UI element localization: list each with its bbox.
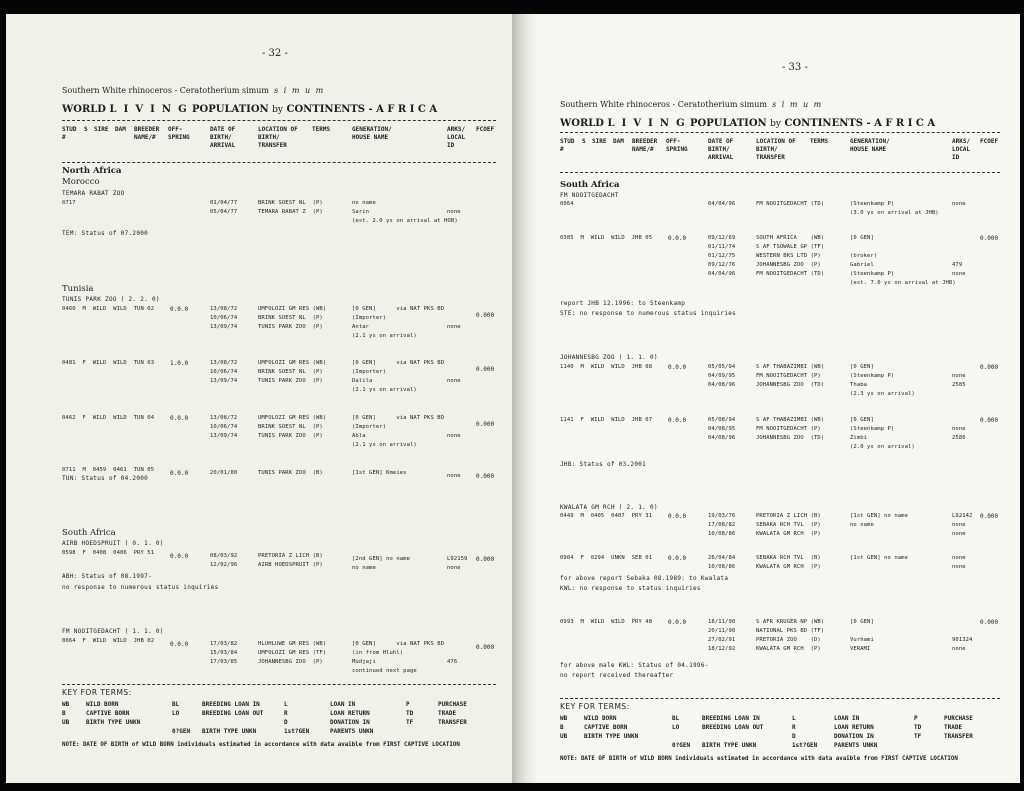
record-offspring: 0.0.0: [668, 417, 687, 424]
country-heading: Tunisia: [62, 284, 94, 294]
status-note: no report received thereafter: [560, 672, 674, 679]
status-note: JHB: Status of 03.2001: [560, 461, 647, 468]
record-dates: 26/04/84 10/08/86: [708, 555, 736, 570]
record-generation: no name Sarin (est. 2.0 ys on arrival at HOB): [352, 200, 458, 224]
record-generation: [1st GEN] no name: [850, 555, 908, 561]
record-arks: none: [447, 209, 461, 215]
key-rule: [560, 698, 1000, 699]
record-dates: 01/04/77 05/04/77: [210, 200, 238, 215]
record-locations: FM NOOITGEDACHT (TD): [756, 201, 825, 207]
record-locations: UMFOLOZI GM RES (WB) BRINK SOEST NL (P) TUNIS PARK ZOO (P): [258, 415, 327, 439]
record-fcoef: 0.000: [980, 364, 999, 371]
record-main: 0598 F 0408 0406 PRY 51: [62, 550, 155, 556]
header-rule-bottom: [560, 172, 1000, 173]
record-main: 0449 M 0405 0407 PRY 31: [560, 513, 653, 519]
record-offspring: 0.0.0: [170, 415, 189, 422]
header-rule-bottom: [62, 162, 496, 163]
stud-number: 0717: [62, 200, 76, 206]
record-offspring: 0.0.0: [170, 306, 189, 313]
record-generation: [1st GEN] no name no name: [850, 513, 908, 528]
record-dates: 13/08/72 10/06/74 13/09/74: [210, 360, 238, 384]
header-rule-top: [62, 120, 496, 121]
status-note: report JHB 12.1996: to Steenkamp: [560, 300, 686, 307]
record-fcoef: 0.000: [476, 421, 495, 428]
region-heading: South Africa: [560, 180, 620, 190]
terms-key: KEY FOR TERMS: WB B UB WILD BORN CAPTIVE BORN BIRTH TYPE UNKN BL LO 0?GEN BREEDING LOAN IN BREEDING LOAN OUT BIRTH TYPE UNKN L R D 1st?GEN LOAN IN LOAN RETURN DONATION IN PARENTS UNKN P TD TF PURCHASE TRADE TRANSFER NOTE: DATE OF BIRTH of WILD BORN individuals estimated in accordance with data avaible from FIRST CAPTIVE LOCATION: [62, 688, 467, 748]
record-main: 0385 M WILD WILD JHB 05: [560, 235, 653, 241]
status-note: ABH: Status of 08.1997-: [62, 573, 152, 580]
species-title: Southern White rhinoceros - Ceratotherium simum s i m u m: [62, 86, 325, 95]
record-dates: 09/12/69 01/11/74 01/12/75 09/12/76 04/04/96: [708, 235, 736, 277]
record-fcoef: 0.000: [476, 473, 495, 480]
institution-heading: KWALATA GM RCH ( 2. 1. 0): [560, 504, 658, 511]
record-main: 0993 M WILD WILD PRY 48: [560, 619, 653, 625]
record-dates: 05/08/94 04/08/95 04/08/96: [708, 417, 736, 441]
country-heading: South Africa: [62, 528, 116, 538]
institution-heading: TUNIS PARK ZOO ( 2. 2. 0): [62, 296, 160, 303]
record-main: 0064 F WILD WILD JHB 02: [62, 638, 155, 644]
stud-number: 0064: [560, 201, 574, 207]
record-dates: 18/11/90 20/11/90 27/02/91 18/12/92: [708, 619, 736, 652]
status-note: for above male KWL: Status of 04.1996-: [560, 662, 709, 669]
record-dates: 13/08/72 10/06/74 13/09/74: [210, 415, 238, 439]
record-arks: 476: [447, 659, 458, 665]
status-note: TUN: Status of 04.2000: [62, 475, 149, 482]
terms-key: KEY FOR TERMS: WB B UB WILD BORN CAPTIVE BORN BIRTH TYPE UNKN BL LO 0?GEN BREEDING LOAN IN BREEDING LOAN OUT BIRTH TYPE UNKN L R D 1st?GEN LOAN IN LOAN RETURN DONATION IN PARENTS UNKN P TD TF PURCHASE TRADE TRANSFER NOTE: DATE OF BIRTH of WILD BORN individuals estimated in accordance with data avaible from FIRST CAPTIVE LOCATION: [560, 702, 973, 762]
institution-heading: FM NOOITGEDACHT ( 1. 1. 0): [62, 628, 164, 635]
record-locations: HLUHLUWE GM RES (WB) UMFOLOZI GM RES (TF) JOHANNESBG ZOO (P): [258, 641, 327, 665]
key-rule: [62, 684, 496, 685]
book-gutter: [512, 14, 536, 783]
record-offspring: 0.0.0: [668, 619, 687, 626]
record-locations: S AF THABAZIMBI (WB) FM NOOITGEDACHT (P) JOHANNESBG ZOO (TD): [756, 417, 825, 441]
record-main: 0462 F WILD WILD TUN 04: [62, 415, 155, 421]
record-arks: none: [447, 473, 461, 479]
record-offspring: 0.0.0: [668, 364, 687, 371]
record-generation: [0 GEN] via NAT PKS BD (in from Hluhl) Mudjaji continued next page: [352, 641, 445, 674]
record-arks: 901324 none: [952, 637, 973, 652]
record-dates: 20/01/80: [210, 470, 238, 476]
record-arks: none 2586: [952, 426, 966, 441]
record-fcoef: 0.000: [476, 366, 495, 373]
record-arks: L92159 none: [447, 556, 468, 571]
region-heading: North Africa: [62, 166, 122, 176]
record-locations: SOUTH AFRICA (WB) S AF TSOWALE GP (TF) WESTERN BKS LTD (P) JOHANNESBG ZOO (P) FM NOOITGEDACHT (TD): [756, 235, 825, 277]
record-arks: 479 none: [952, 262, 966, 277]
record-generation: [0 GEN] (Steenkamp P) Thaba (2.3 ys on arrival): [850, 364, 915, 397]
record-arks: none: [447, 378, 461, 384]
record-offspring: 0.0.0: [668, 555, 687, 562]
record-generation: [0 GEN] via NAT PKS BD (Importer) Dalila (2.1 ys on arrival): [352, 360, 445, 393]
record-dates: 13/08/72 10/06/74 13/09/74: [210, 306, 238, 330]
country-heading: Morocco: [62, 177, 100, 187]
section-title: WORLD L I V I N G POPULATION by CONTINENTS - A F R I C A: [560, 118, 936, 129]
left-page: [6, 14, 512, 783]
record-offspring: 0.0.0: [170, 553, 189, 560]
record-locations: PRETORIA Z LICH (B) SEBAKA RCH TVL (P) KWALATA GM RCH (P): [756, 513, 821, 537]
institution-heading: AIRB HOEDSPRUIT ( 0. 1. 0): [62, 540, 164, 547]
status-note: TEM: Status of 07.2000: [62, 230, 149, 237]
record-main: 0711 M 0459 0461 TUN 05: [62, 467, 155, 473]
record-arks: none: [952, 201, 966, 207]
institution-heading: FM NOOITGEDACHT: [560, 192, 619, 199]
species-title: Southern White rhinoceros - Ceratotherium simum s i m u m: [560, 100, 823, 109]
record-locations: UMFOLOZI GM RES (WB) BRINK SOEST NL (P) TUNIS PARK ZOO (P): [258, 360, 327, 384]
record-arks: none: [447, 433, 461, 439]
header-rule-top: [560, 132, 1000, 133]
record-generation: [2nd GEN] no name no name: [352, 556, 410, 571]
record-main: 0481 F WILD WILD TUN 03: [62, 360, 155, 366]
right-page: [536, 14, 1020, 783]
record-locations: S AF THABAZIMBI (WB) FM NOOITGEDACHT (P) JOHANNESBG ZOO (TD): [756, 364, 825, 388]
record-generation: [0 GEN] (Steenkamp P) Zimbi (2.0 ys on arrival): [850, 417, 915, 450]
page-number: - 32 -: [262, 48, 288, 59]
record-generation: [0 GEN] via NAT PKS BD (Importer) Abla (2.1 ys on arrival): [352, 415, 445, 448]
record-fcoef: 0.000: [980, 619, 999, 626]
record-offspring: 0.0.0: [170, 641, 189, 648]
status-note: no response to numerous status inquiries: [62, 584, 219, 591]
record-main: 0904 F 0294 UNKN SEB 01: [560, 555, 653, 561]
column-headers: STUD # S SIRE DAM BREEDER NAME/# OFF- SPRING DATE OF BIRTH/ ARRIVAL LOCATION OF BIRTH/ TRANSFER TERMS GENERATION/ HOUSE NAME ARKS/ LOCAL ID FCOEF: [560, 138, 999, 161]
record-main: 1140 M WILD WILD JHB 08: [560, 364, 653, 370]
record-generation: [1st GEN] Kmeies: [352, 470, 407, 476]
record-generation: [0 GEN] (broker) Gabriel (Steenkamp P) (est. 7.0 ys on arrival at JHB): [850, 235, 956, 286]
record-arks: none 2585: [952, 373, 966, 388]
record-generation: [0 GEN] via NAT PKS BD (Importer) Antar (2.1 ys on arrival): [352, 306, 445, 339]
record-fcoef: 0.000: [980, 513, 999, 520]
status-note: KWL: no response to status inquiries: [560, 585, 701, 592]
record-fcoef: 0.000: [980, 235, 999, 242]
section-title: WORLD L I V I N G POPULATION by CONTINENTS - A F R I C A: [62, 104, 438, 115]
status-note: STE: no response to numerous status inquiries: [560, 310, 737, 317]
record-dates: 19/03/76 17/08/82 10/08/86: [708, 513, 736, 537]
institution-heading: TEMARA RABAT ZOO: [62, 190, 125, 197]
column-headers: STUD # S SIRE DAM BREEDER NAME/# OFF- SPRING DATE OF BIRTH/ ARRIVAL LOCATION OF BIRTH/ TRANSFER TERMS GENERATION/ HOUSE NAME ARKS/ LOCAL ID FCOEF: [62, 126, 495, 149]
record-generation: [0 GEN] Vurhami VERAMI: [850, 619, 874, 652]
record-dates: 08/03/92 12/02/96: [210, 553, 238, 568]
record-dates: 05/05/94 04/09/95 04/08/96: [708, 364, 736, 388]
record-fcoef: 0.000: [476, 312, 495, 319]
record-generation: (Steenkamp P) (3.0 ys on arrival at JHB): [850, 201, 939, 216]
record-locations: UMFOLOZI GM RES (WB) BRINK SOEST NL (P) TUNIS PARK ZOO (P): [258, 306, 327, 330]
page-number: - 33 -: [782, 62, 808, 73]
record-arks: none none: [952, 555, 966, 570]
record-locations: S AFR KRUGER NP (WB) NATIONAL PKS BD (TF) PRETORIA ZOO (D) KWALATA GM RCH (P): [756, 619, 825, 652]
record-arks: L92142 none none: [952, 513, 973, 537]
record-offspring: 1.0.0: [170, 360, 189, 367]
record-dates: 04/04/96: [708, 201, 736, 207]
status-note: for above report Sebaka 08.1989: to Kwalata: [560, 575, 729, 582]
record-main: 0460 M WILD WILD TUN 02: [62, 306, 155, 312]
record-locations: BRINK SOEST NL (P) TEMARA RABAT Z (P): [258, 200, 323, 215]
record-arks: none: [447, 324, 461, 330]
record-locations: PRETORIA Z LICH (B) AIRB HOEDSPRUIT (P): [258, 553, 323, 568]
record-main: 1141 F WILD WILD JHB 07: [560, 417, 653, 423]
institution-heading: JOHANNESBG ZOO ( 1. 1. 0): [560, 354, 658, 361]
record-dates: 17/03/82 15/03/84 17/03/85: [210, 641, 238, 665]
record-fcoef: 0.000: [476, 556, 495, 563]
record-locations: TUNIS PARK ZOO (B): [258, 470, 323, 476]
record-fcoef: 0.000: [980, 417, 999, 424]
record-offspring: 0.0.0: [668, 235, 687, 242]
record-locations: SEBAKA RCH TVL (B) KWALATA GM RCH (P): [756, 555, 821, 570]
record-fcoef: 0.000: [476, 644, 495, 651]
record-offspring: 0.0.0: [668, 513, 687, 520]
record-offspring: 0.0.0: [170, 470, 189, 477]
